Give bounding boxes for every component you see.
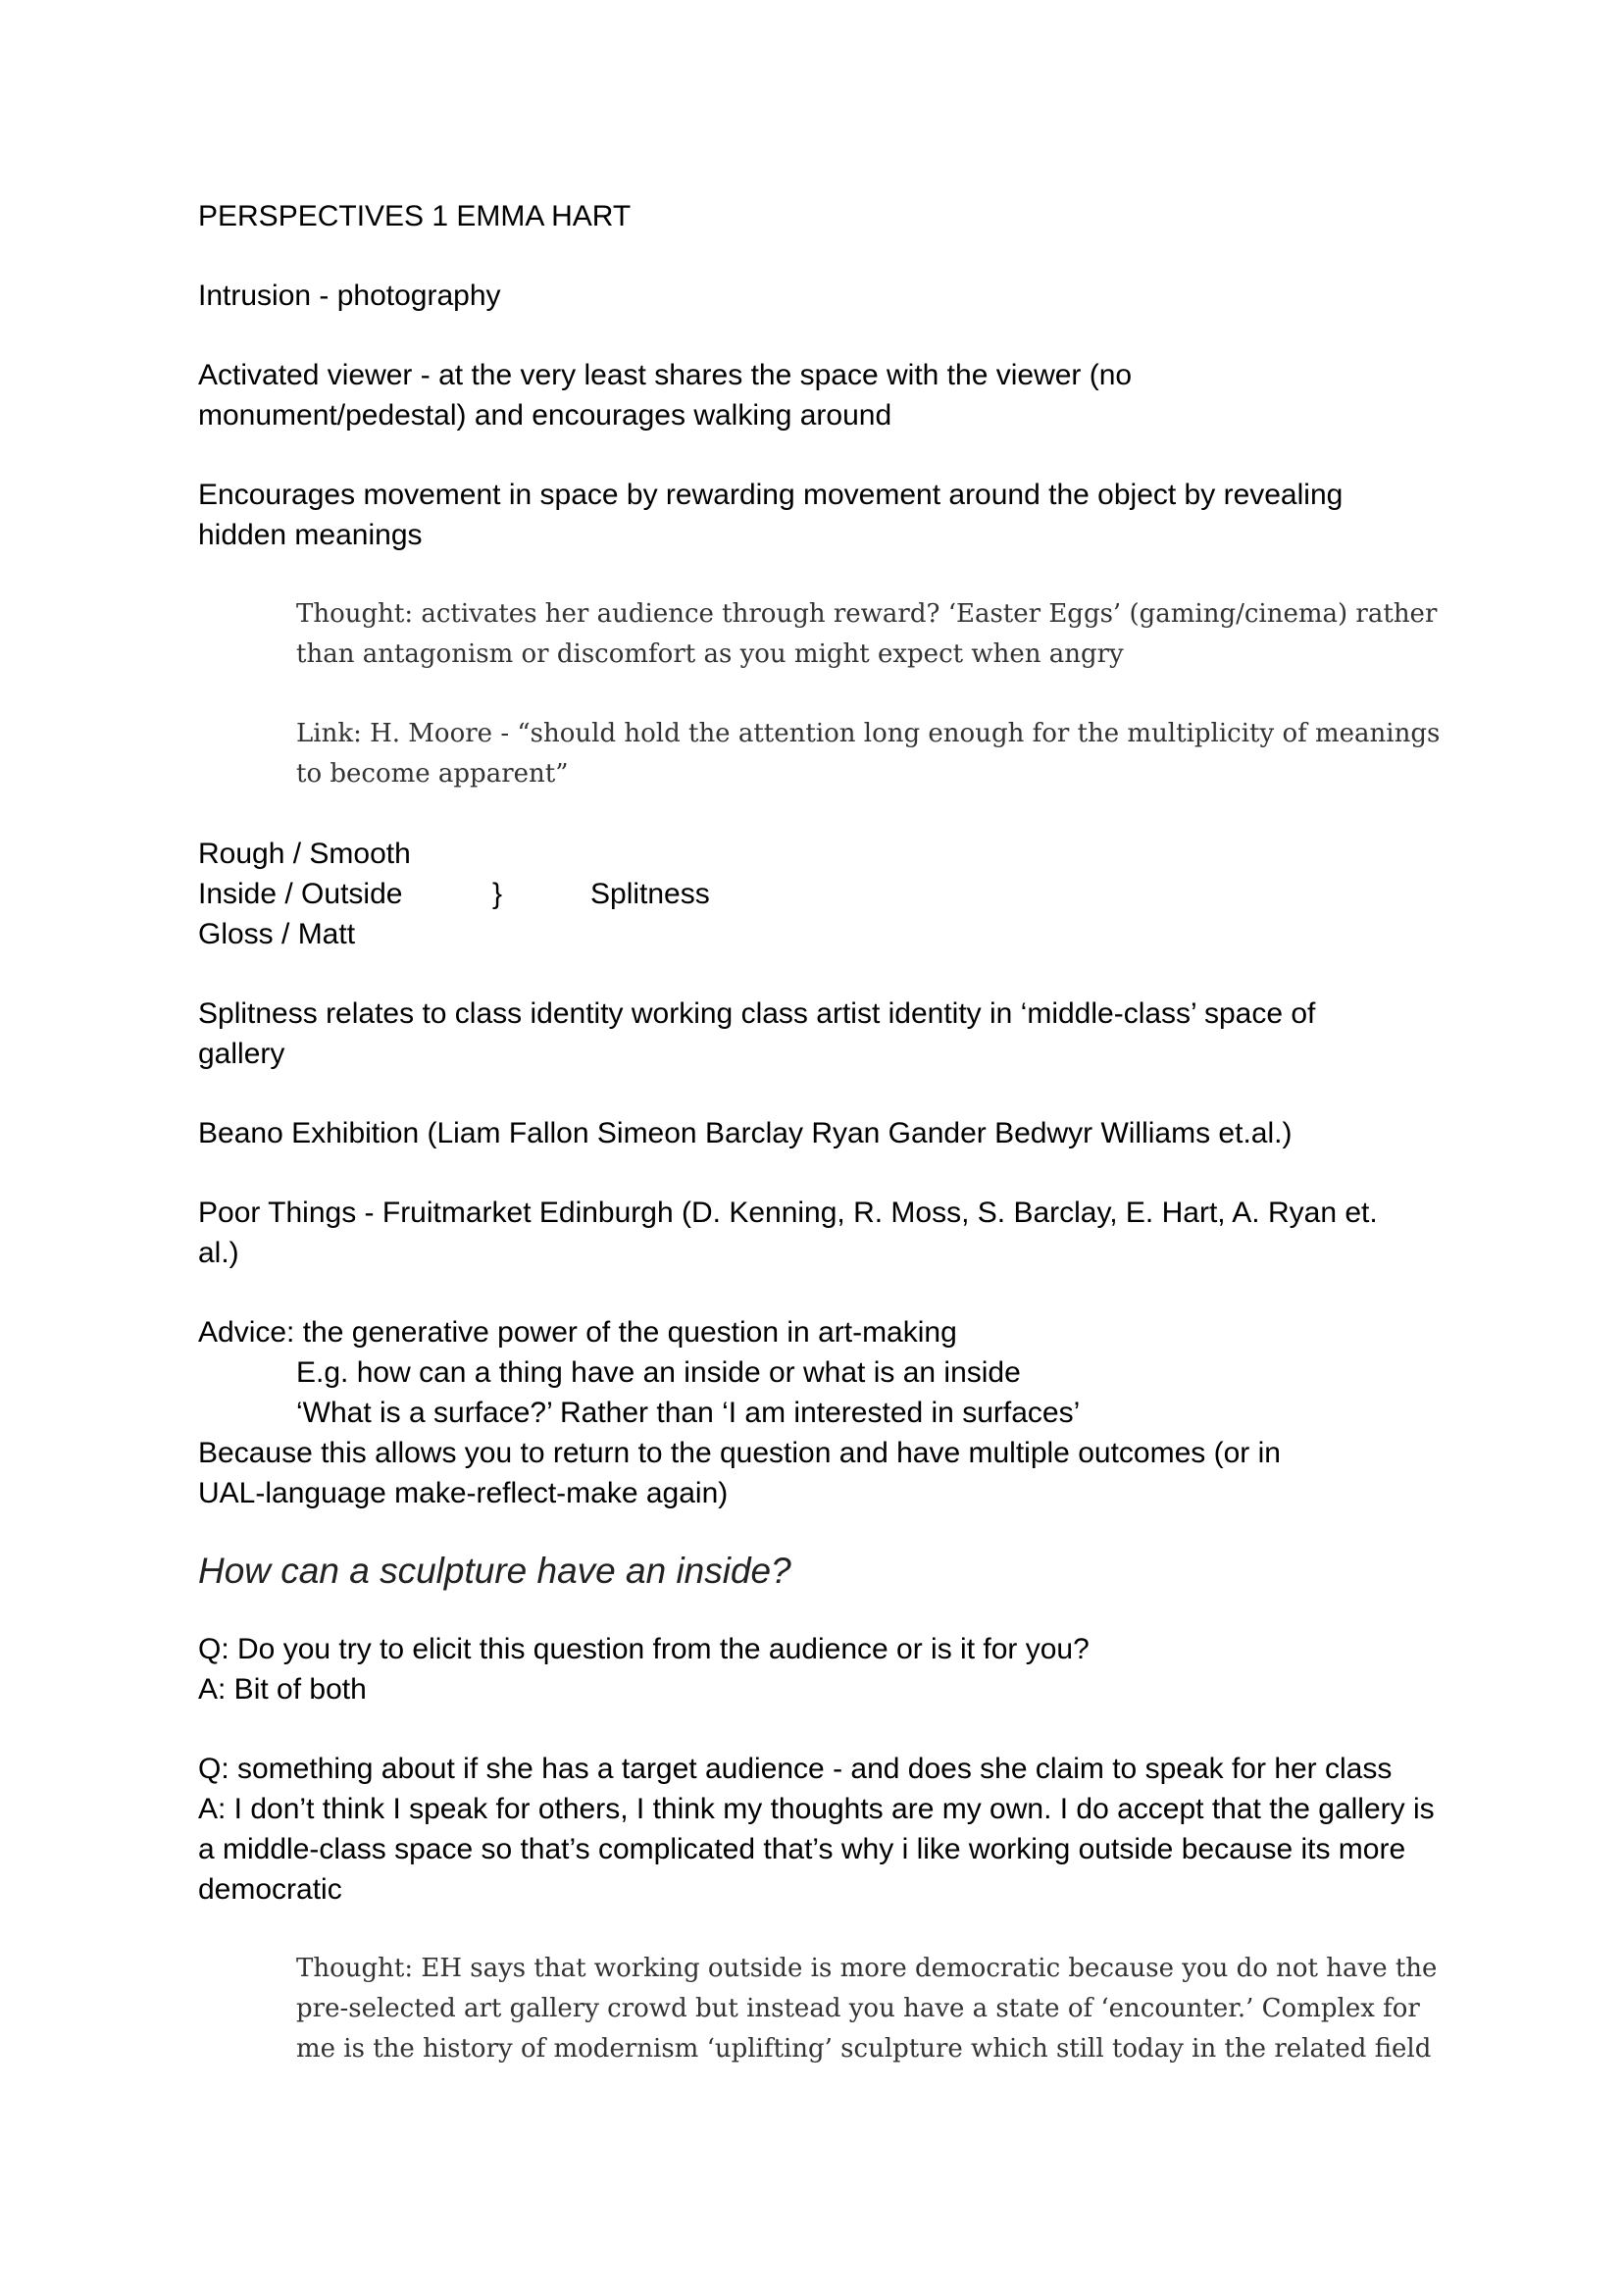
pair-inside-outside: Inside / Outside <box>198 878 403 910</box>
activated-viewer-paragraph: Activated viewer - at the very least shares the space with the viewer (no monument/pedestal) and encourages walking around <box>198 359 1133 432</box>
beano-exhibition-line: Beano Exhibition (Liam Fallon Simeon Barclay Ryan Gander Bedwyr Williams et.al.) <box>198 1117 1293 1149</box>
question-heading: How can a sculpture have an inside? <box>198 1551 791 1591</box>
pair-rough-smooth: Rough / Smooth <box>198 838 411 870</box>
link-note: Link: H. Moore - “should hold the attention long enough for the multiplicity of meanings to become apparent” <box>296 719 1441 789</box>
document-body <box>198 196 1463 2069</box>
pair-gloss-matt: Gloss / Matt <box>198 918 356 950</box>
encourages-movement-paragraph: Encourages movement in space by rewarding movement around the object by revealing hidden meanings <box>198 479 1344 551</box>
poor-things-paragraph: Poor Things - Fruitmarket Edinburgh (D. Kenning, R. Moss, S. Barclay, E. Hart, A. Ryan et. al.) <box>198 1197 1378 1269</box>
thought-note-1: Thought: activates her audience through reward? ‘Easter Eggs’ (gaming/cinema) rather than antagonism or discomfort as you might expect when angry <box>296 599 1438 669</box>
because-paragraph: Because this allows you to return to the question and have multiple outcomes (or in UAL-language make-reflect-make again) <box>198 1437 1281 1509</box>
material-pairs <box>198 834 1463 954</box>
brace-symbol: } <box>492 878 503 910</box>
question-1: Q: Do you try to elicit this question from the audience or is it for you? <box>198 1633 1090 1665</box>
thought-note-2: Thought: EH says that working outside is more democratic because you do not have the pre-selected art gallery crowd but instead you have a state of ‘encounter.’ Complex for me is the history of modernism ‘uplifting’ sculpture which still today in the related field <box>296 1954 1438 2064</box>
answer-1: A: Bit of both <box>198 1673 367 1706</box>
splitness-paragraph: Splitness relates to class identity working class artist identity in ‘middle-class’ space of gallery <box>198 997 1316 1070</box>
advice-line: Advice: the generative power of the question in art-making <box>198 1316 957 1349</box>
question-2: Q: something about if she has a target audience - and does she claim to speak for her class <box>198 1753 1393 1785</box>
answer-2: A: I don’t think I speak for others, I think my thoughts are my own. I do accept that the gallery is a middle-class space so that’s complicated that’s why i like working outside because its more democratic <box>198 1793 1435 1906</box>
page-title: PERSPECTIVES 1 EMMA HART <box>198 200 632 232</box>
surface-line: ‘What is a surface?’ Rather than ‘I am interested in surfaces’ <box>296 1397 1081 1429</box>
intrusion-line: Intrusion - photography <box>198 280 501 312</box>
splitness-label: Splitness <box>590 878 710 910</box>
example-line: E.g. how can a thing have an inside or what is an inside <box>296 1356 1021 1389</box>
